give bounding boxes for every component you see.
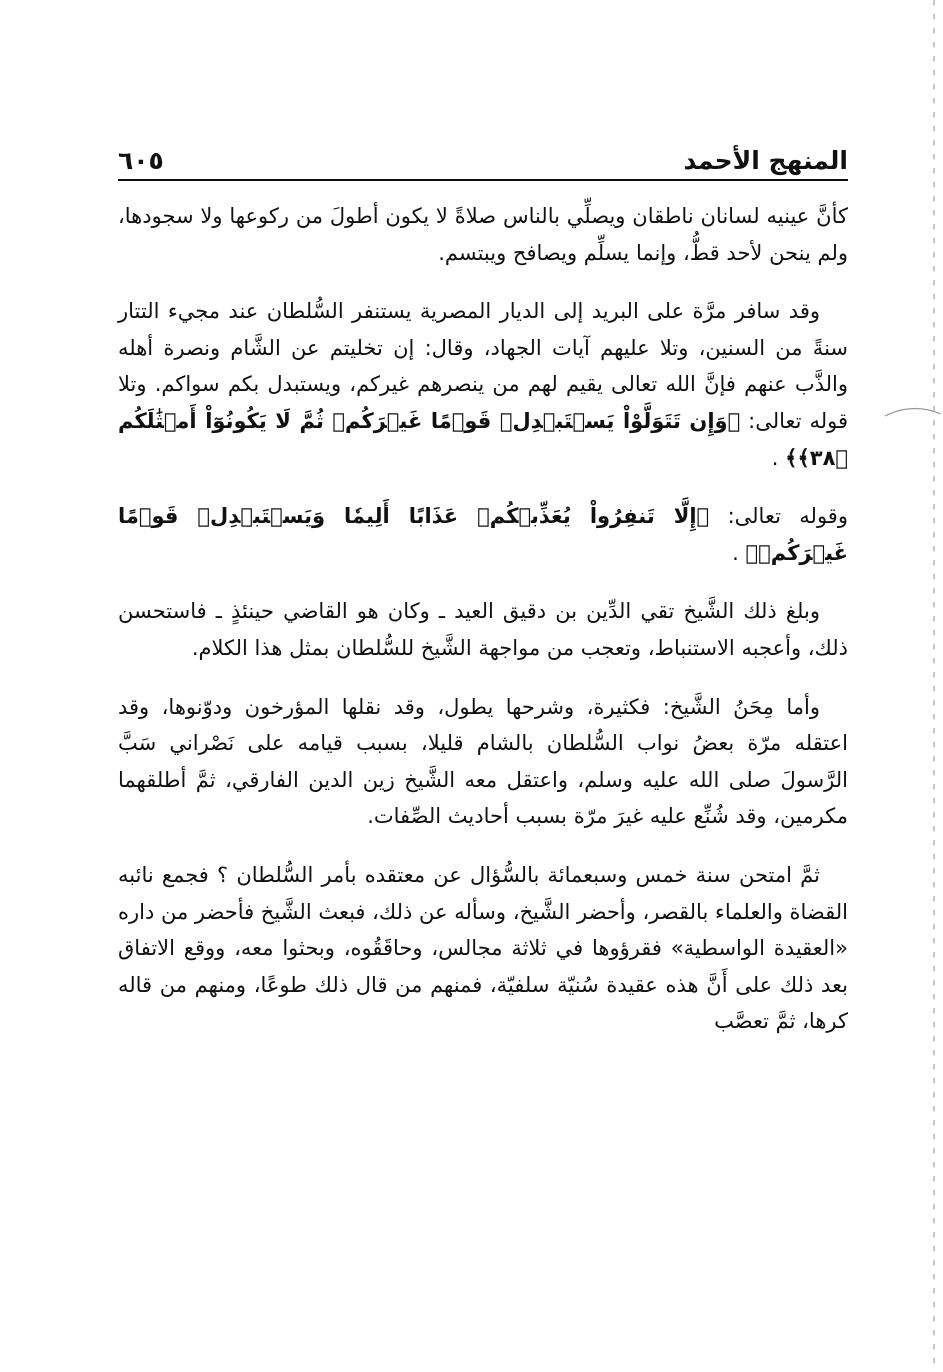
paragraph-2-text: وقد سافر مرَّة على البريد إلى الديار المصرية يستنفر السُّلطان عند مجيء التتار سنةً من السنين، وتلا عليهم آيات الجهاد، وقال: إن تخليتم عن الشَّام ونصرة أهله والذَّب عنهم فإنَّ الله تعالى يقيم لهم من ينصرهم غيركم، ويستبدل بكم سواكم. وتلا قوله تعالى:	[118, 299, 848, 433]
book-title: المنهج الأحمد	[683, 146, 848, 175]
paragraph-3	[118, 498, 848, 571]
paragraph-3-tail: .	[732, 540, 739, 565]
running-header	[118, 142, 848, 180]
paragraph-5-text: وأما مِحَنُ الشَّيخ: فكثيرة، وشرحها يطول، وقد نقلها المؤرخون ودوّنوها، وقد اعتقله مرّة بعضُ نواب السُّلطان بالشام قليلا، بسبب قيامه على نَصْراني سَبَّ الرَّسولَ صلى الله عليه وسلم، واعتقل معه الشَّيخ زين الدين الفارقي، ثمَّ أطلقهما مكرمين، وقد شُنِّع عليه غيرَ مرّة بسبب أحاديث الصِّفات.	[118, 694, 848, 829]
paragraph-3-text: وقوله تعالى:	[727, 504, 848, 529]
paragraph-1	[118, 198, 848, 271]
paragraph-6	[118, 857, 848, 1040]
page-number: ٦٠٥	[118, 146, 164, 175]
body-text	[118, 198, 848, 1062]
paragraph-4	[118, 593, 848, 666]
paragraph-2-tail: .	[771, 445, 779, 470]
quran-verse-1: ﴿وَإِن تَتَوَلَّوْاْ يَسۡتَبۡدِلۡ قَوۡمًا غَيۡرَكُمۡ ثُمَّ لَا يَكُونُوٓاْ أَمۡثَٰلَكُم ﴿٣٨﴾﴾	[118, 408, 848, 470]
page-edge-curve	[883, 398, 943, 428]
paragraph-4-text: وبلغ ذلك الشَّيخ تقي الدِّين بن دقيق العيد ـ وكان هو القاضي حينئذٍ ـ فاستحسن ذلك، وأعجبه الاستنباط، وتعجب من مواجهة الشَّيخ للسُّلطان بمثل هذا الكلام.	[118, 599, 848, 660]
header-rule	[118, 179, 848, 181]
quran-verse-2: ﴿إِلَّا تَنفِرُواْ يُعَذِّبۡكُمۡ عَذَابًا أَلِيمٗا وَيَسۡتَبۡدِلۡ قَوۡمًا غَيۡرَكُمۡ﴾	[118, 504, 848, 565]
paragraph-1-text: كأنَّ عينيه لسانان ناطقان ويصلِّي بالناس صلاةً لا يكون أطولَ من ركوعها ولا سجودها، ولم ينحن لأحد قطُّ، وإنما يسلِّم ويصافح ويبتسم.	[118, 204, 848, 265]
paragraph-6-text: ثمَّ امتحن سنة خمس وسبعمائة بالسُّؤال عن معتقده بأمر السُّلطان ؟ فجمع نائبه القضاة والعلماء بالقصر، وأحضر الشَّيخ، وسأله عن ذلك، فبعث الشَّيخ فأحضر من داره «العقيدة الواسطية» فقرؤوها في ثلاثة مجالس، وحاقَقُوه، وبحثوا معه، ووقع الاتفاق بعد ذلك على أَنَّ هذه عقيدة سُنيّة سلفيّة، فمنهم من قال ذلك طوعًا، ومنهم من قاله كرها، ثمَّ تعصَّب	[118, 862, 848, 1034]
paragraph-2	[118, 293, 848, 476]
paragraph-5	[118, 689, 848, 835]
page-edge-marks	[933, 0, 935, 1372]
